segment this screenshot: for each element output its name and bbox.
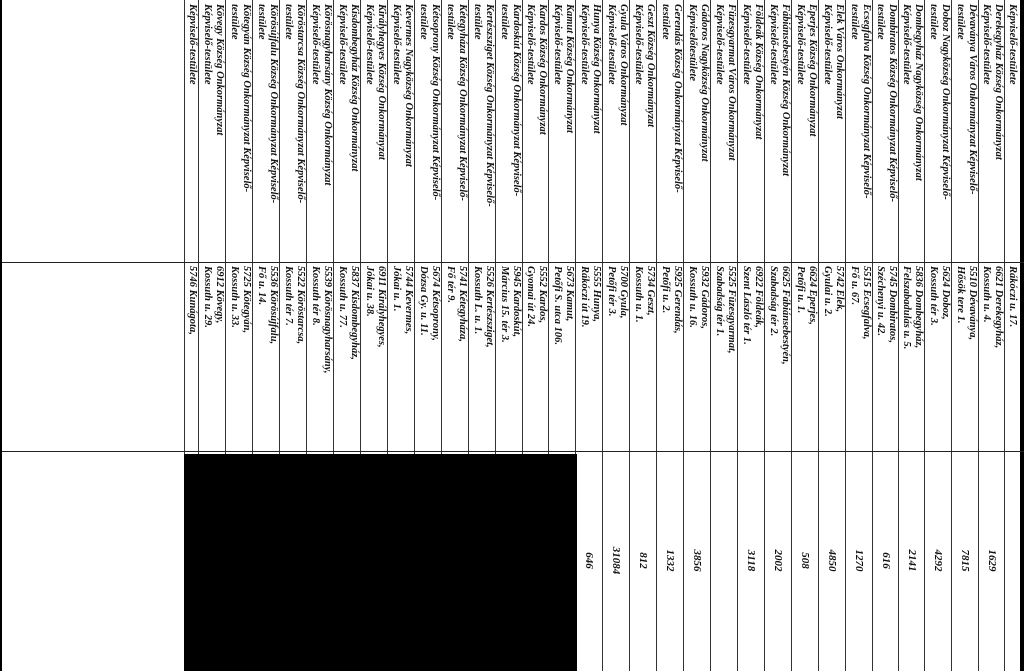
name-line: Fábiánsebestyén Község Önkormányzat (780, 4, 791, 177)
name-line: testülete (660, 4, 671, 40)
municipality-address (225, 266, 252, 450)
name-line: Dombiratos Község Önkormányzat Képviselő- (887, 4, 898, 203)
name-line: Képviselő-testülete (552, 4, 563, 85)
municipality-address (184, 266, 198, 450)
municipality-address (898, 266, 924, 450)
address-line: 5746 Kunágota, (187, 266, 198, 335)
address-line: 5510 Dévaványa, (967, 266, 978, 341)
population-cell (898, 454, 924, 667)
population-value: 3118 (745, 549, 758, 572)
row-divider (764, 0, 765, 671)
municipality-address (522, 266, 548, 450)
address-line: 5525 Füzesgyarmat, (726, 266, 737, 354)
name-line: Kertészsziget Község Önkormányzat Képviselő- (484, 4, 495, 207)
municipality-name (737, 4, 764, 262)
municipality-name (225, 4, 252, 262)
redacted-block (184, 454, 577, 671)
address-line: Kossuth tér 3. (928, 266, 939, 326)
address-line: Petőfi S. utca 106. (552, 266, 563, 346)
address-line: Fő u. 67. (849, 266, 860, 306)
address-line: Petőfi u. 1. (795, 266, 806, 314)
table-row (575, 0, 602, 671)
name-line: Doboz Nagyközség Önkormányzat Képviselő- (940, 4, 951, 200)
address-line: 5539 Körösnagyharsány, (322, 266, 333, 374)
address-line: Kossuth tér 8. (310, 266, 321, 326)
municipality-name (872, 4, 898, 262)
municipality-address (845, 266, 872, 450)
name-line: Képviselő-testülete (606, 4, 617, 85)
municipality-name (1004, 4, 1018, 262)
name-line: Képviselő-testülete (364, 4, 375, 85)
municipality-name (818, 4, 845, 262)
municipality-name (333, 4, 360, 262)
address-line: 5745 Dombiratos, (887, 266, 898, 344)
population-cell (602, 454, 629, 667)
row-divider (845, 0, 846, 671)
municipality-address (252, 266, 279, 450)
address-line: 5741 Kétegyháza, (457, 266, 468, 342)
address-line: Felszabadulás u. 5. (901, 266, 912, 350)
municipality-address (656, 266, 683, 450)
population-cell (818, 454, 845, 667)
name-line: Geszt Község Önkormányzat (645, 4, 656, 128)
municipality-address (306, 266, 333, 450)
name-line: Képviselő-testülete (822, 4, 833, 85)
name-line: Képviselő-testülete (795, 4, 806, 85)
name-line: Kövegy Község Önkormányzat (214, 4, 225, 136)
address-line: Gyulai u. 2. (822, 266, 833, 317)
address-line: 5555 Hunya, (591, 266, 602, 323)
address-line: 6625 Fábiánsebestyén, (780, 266, 791, 365)
row-divider (656, 0, 657, 671)
address-line: Kossuth u. 77. (337, 266, 348, 328)
name-line: Képviselőtestülete (687, 4, 698, 81)
municipality-address (924, 266, 951, 450)
municipality-name (522, 4, 548, 262)
municipality-address (575, 266, 602, 450)
address-line: Március 15. tér 3. (499, 266, 510, 343)
row-divider (872, 0, 873, 671)
address-line: Szabadság tér 1. (714, 266, 725, 337)
column-divider-address-population (0, 451, 1024, 452)
name-line: Képviselő-testülete (1007, 4, 1018, 85)
address-line: Kossuth u. 33. (229, 266, 240, 328)
address-line: 5837 Kisdombegyház, (349, 266, 360, 360)
population-cell (872, 454, 898, 667)
population-value: 2002 (772, 549, 785, 572)
name-line: Képviselő-testülete (714, 4, 725, 85)
municipality-address (818, 266, 845, 450)
name-line: testülete (472, 4, 483, 40)
table-row (818, 0, 845, 671)
address-line: 5522 Köröstarcsa, (295, 266, 306, 345)
municipality-address (602, 266, 629, 450)
municipality-address (360, 266, 387, 450)
name-line: testülete (499, 4, 510, 40)
address-line: Jókai u. 38. (364, 266, 375, 317)
address-line: Rákóczi u. 17. (1007, 266, 1018, 328)
population-value: 1629 (986, 549, 998, 572)
name-line: Gerendás Község Önkormányzat Képviselő- (672, 4, 683, 193)
population-cell (629, 454, 656, 667)
row-divider (951, 0, 952, 671)
name-line: Gádoros Nagyközség Önkormányzat (699, 4, 710, 162)
address-line: 5725 Kötegyán, (241, 266, 252, 334)
address-line: 5744 Kevermes, (403, 266, 414, 335)
municipality-name (441, 4, 468, 262)
address-line: Kossuth u. 16. (687, 266, 698, 328)
name-line: Kamut Község Önkormányzat (564, 4, 575, 133)
address-line: Szabadság tér 2. (768, 266, 779, 337)
municipality-address (333, 266, 360, 450)
row-divider (978, 0, 979, 671)
address-line: 5700 Gyula, (618, 266, 629, 319)
population-cell (845, 454, 872, 667)
municipality-name (656, 4, 683, 262)
name-line: Kardoskút Község Önkormányzat Képviselő- (511, 4, 522, 197)
address-line: Dózsa Gy. u. 11. (418, 266, 429, 336)
population-value: 4292 (932, 549, 945, 572)
municipality-name (252, 4, 279, 262)
address-line: 5945 Kardoskút, (511, 266, 522, 338)
population-value: 3856 (691, 549, 704, 572)
municipality-name (387, 4, 414, 262)
municipality-address (737, 266, 764, 450)
municipality-name (414, 4, 441, 262)
row-divider (898, 0, 899, 671)
address-line: Kossuth L. u. 1. (472, 266, 483, 335)
municipality-name (764, 4, 791, 262)
population-value: 4850 (826, 549, 839, 572)
municipality-address (629, 266, 656, 450)
name-line: Kevermes Nagyközség Önkormányzat (403, 4, 414, 167)
municipality-address (1004, 266, 1018, 450)
population-value: 1270 (853, 549, 866, 572)
population-value: 2141 (906, 549, 918, 572)
scan-edge-bottom (0, 0, 2, 671)
population-cell (978, 454, 1004, 667)
address-line: 5552 Kardos, (537, 266, 548, 324)
scan-edge-top (1020, 0, 1024, 671)
name-line: Ecsegfalva Község Önkormányzat Képviselő- (861, 4, 872, 199)
municipality-name (575, 4, 602, 262)
address-line: Kossuth u. 29. (202, 266, 213, 328)
address-line: Szent László tér 1. (741, 266, 752, 345)
municipality-name (602, 4, 629, 262)
name-line: testülete (283, 4, 294, 40)
municipality-address (683, 266, 710, 450)
population-value: 616 (880, 552, 892, 569)
name-line: Dévaványa Város Önkormányzat Képviselő- (967, 4, 978, 195)
name-line: Képviselő-testülete (187, 4, 198, 85)
name-line: Képviselő-testülete (391, 4, 402, 85)
address-line: Petőfi u. 2. (660, 266, 671, 314)
name-line: Kétsoprony Község Önkormányzat Képviselő- (430, 4, 441, 201)
name-line: testülete (229, 4, 240, 40)
address-line: 5536 Körösújfalu, (268, 266, 279, 345)
name-line: Képviselő-testülete (525, 4, 536, 85)
address-line: 6621 Derekegyház, (993, 266, 1004, 349)
population-cell (575, 454, 602, 667)
name-line: testülete (418, 4, 429, 40)
row-divider (683, 0, 684, 671)
address-line: 6624 Eperjes, (807, 266, 818, 325)
table-row (872, 0, 898, 671)
table-row (924, 0, 951, 671)
municipality-address (414, 266, 441, 450)
name-line: Képviselő-testülete (579, 4, 590, 85)
municipality-address (441, 266, 468, 450)
address-line: 5515 Ecsegfalva, (861, 266, 872, 340)
name-line: testülete (256, 4, 267, 40)
name-line: Elek Város Önkormányzat (834, 4, 845, 119)
address-line: Fő u. 14. (256, 266, 267, 306)
table-row (656, 0, 683, 671)
name-line: Gyula Város Önkormányzat (618, 4, 629, 126)
address-line: 5734 Geszt, (645, 266, 656, 316)
address-line: 5526 Kertészsziget, (484, 266, 495, 348)
population-cell (951, 454, 978, 667)
address-line: 6912 Kövegy, (214, 266, 225, 324)
address-line: Hősök tere 1. (955, 266, 966, 324)
table-row (737, 0, 764, 671)
row-divider (818, 0, 819, 671)
name-line: Képviselő-testülete (633, 4, 644, 85)
row-divider (791, 0, 792, 671)
address-line: Széchenyi u. 42. (875, 266, 886, 337)
address-line: Jókai u. 1. (391, 266, 402, 312)
municipality-name (978, 4, 1004, 262)
name-line: Képviselő-testülete (901, 4, 912, 85)
population-cell (924, 454, 951, 667)
name-line: Képviselő-testülete (202, 4, 213, 85)
municipality-name (951, 4, 978, 262)
municipality-name (184, 4, 198, 262)
name-line: Körösújfalu Község Önkormányzat Képviselő- (268, 4, 279, 204)
name-line: testülete (928, 4, 939, 40)
row-divider (924, 0, 925, 671)
municipality-address (548, 266, 575, 450)
name-line: Kétegyháza Község Önkormányzat Képviselő- (457, 4, 468, 201)
name-line: Kardos Község Önkormányzat (537, 4, 548, 135)
municipality-address (387, 266, 414, 450)
population-value: 508 (799, 552, 812, 569)
municipality-address (279, 266, 306, 450)
population-cell (683, 454, 710, 667)
municipality-name (360, 4, 387, 262)
name-line: Dombegyház Nagyközség Önkormányzat (913, 4, 924, 181)
municipality-address (710, 266, 737, 450)
address-line: Kossuth tér 7. (283, 266, 294, 326)
row-divider (1004, 0, 1005, 671)
population-cell (764, 454, 791, 667)
column-divider-name-address (0, 262, 1024, 263)
municipality-name (683, 4, 710, 262)
name-line: Kisdombegyház Község Önkormányzat (349, 4, 360, 172)
municipality-name (495, 4, 522, 262)
address-line: Kossuth u. 4. (981, 266, 992, 323)
population-value: 31084 (610, 546, 623, 575)
address-line: Rákóczi út 19. (579, 266, 590, 328)
municipality-address (978, 266, 1004, 450)
municipality-name (710, 4, 737, 262)
population-cell (1004, 454, 1018, 667)
municipality-address (198, 266, 225, 450)
address-line: 5673 Kamut, (564, 266, 575, 322)
population-value: 7815 (959, 549, 972, 572)
name-line: Eperjes Község Önkormányzat (807, 4, 818, 137)
table-row (845, 0, 872, 671)
address-line: 5624 Doboz, (940, 266, 951, 320)
address-line: 5932 Gádoros, (699, 266, 710, 330)
municipality-address (495, 266, 522, 450)
address-line: Fő tér 9. (445, 266, 456, 304)
municipality-address (791, 266, 818, 450)
row-divider (629, 0, 630, 671)
population-value: 1332 (664, 549, 677, 572)
municipality-name (198, 4, 225, 262)
name-line: testülete (875, 4, 886, 40)
municipality-name (306, 4, 333, 262)
table-row (710, 0, 737, 671)
address-line: Kossuth u. 1. (633, 266, 644, 323)
name-line: Körösnagyharsány Község Önkormányzat (322, 4, 333, 186)
population-cell (710, 454, 737, 667)
table-row (898, 0, 924, 671)
municipality-name (898, 4, 924, 262)
name-line: Hunya Község Önkormányzat (591, 4, 602, 134)
municipality-address (951, 266, 978, 450)
population-cell (737, 454, 764, 667)
name-line: Képviselő-testülete (981, 4, 992, 85)
municipality-name (924, 4, 951, 262)
name-line: Kötegyán Község Önkormányzat Képviselő- (241, 4, 252, 193)
name-line: Köröstarcsa Község Önkormányzat Képviselő- (295, 4, 306, 204)
municipality-name (791, 4, 818, 262)
population-value: 646 (583, 552, 596, 569)
municipality-name (845, 4, 872, 262)
municipality-name (279, 4, 306, 262)
name-line: Földeák Község Önkormányzat (753, 4, 764, 140)
name-line: Képviselő-testülete (310, 4, 321, 85)
municipality-address (468, 266, 495, 450)
table-row (764, 0, 791, 671)
table-row (951, 0, 978, 671)
address-line: 5742 Elek, (834, 266, 845, 313)
name-line: Képviselő-testülete (741, 4, 752, 85)
table-row (602, 0, 629, 671)
municipality-name (468, 4, 495, 262)
name-line: Füzesgyarmat Város Önkormányzat (726, 4, 737, 161)
address-line: Petőfi tér 3. (606, 266, 617, 317)
municipality-address (872, 266, 898, 450)
municipality-address (764, 266, 791, 450)
address-line: Gyomai út 24. (525, 266, 536, 327)
name-line: Királyhegyes Község Önkormányzat (376, 4, 387, 160)
table-row (683, 0, 710, 671)
row-divider (602, 0, 603, 671)
population-cell (656, 454, 683, 667)
address-line: 6922 Földeák, (753, 266, 764, 328)
name-line: testülete (445, 4, 456, 40)
table-row (629, 0, 656, 671)
name-line: testülete (955, 4, 966, 40)
row-divider (710, 0, 711, 671)
municipality-name (548, 4, 575, 262)
address-line: 5925 Gerendás, (672, 266, 683, 334)
population-value: 812 (637, 552, 650, 569)
address-line: 5674 Kétsoprony, (430, 266, 441, 341)
address-line: 5836 Dombegyház, (913, 266, 924, 349)
address-line: 6911 Királyhegyes, (376, 266, 387, 348)
row-divider (737, 0, 738, 671)
name-line: Derekegyház Község Önkormányzat (993, 4, 1004, 160)
table-row (791, 0, 818, 671)
name-line: testülete (849, 4, 860, 40)
name-line: Képviselő-testülete (768, 4, 779, 85)
name-line: Képviselő-testülete (337, 4, 348, 85)
table-row (978, 0, 1004, 671)
municipality-name (629, 4, 656, 262)
table-row (1004, 0, 1018, 671)
population-cell (791, 454, 818, 667)
